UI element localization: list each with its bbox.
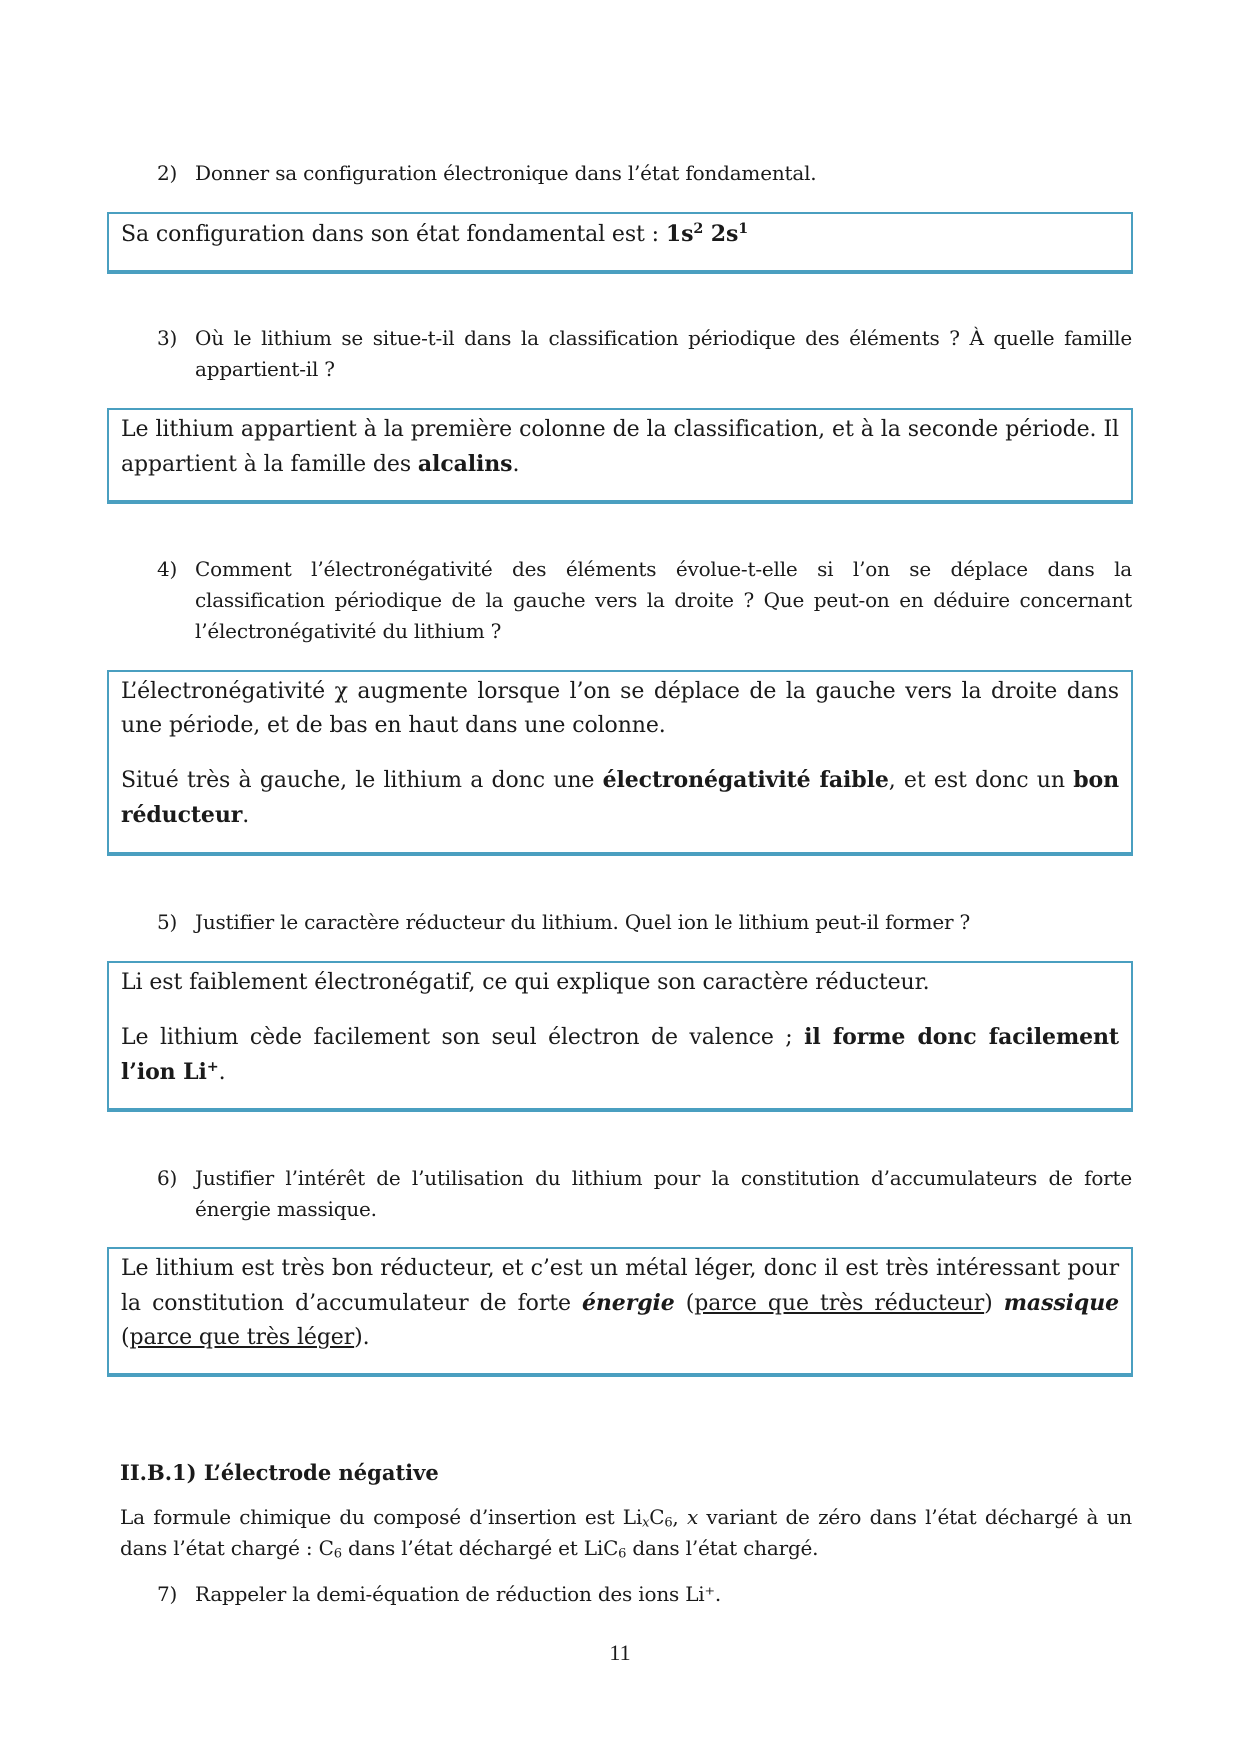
answer-emphasis-text: il forme donc facilement l’ion Li: [121, 1024, 1119, 1085]
subscript: x: [642, 1515, 650, 1531]
answer-box-2: [107, 212, 1133, 274]
answer-underlined: parce que très léger: [129, 1325, 355, 1350]
answer-box-4: [107, 670, 1133, 856]
section-paragraph: [120, 1502, 1132, 1564]
answer-emphasis: massique: [1003, 1290, 1119, 1316]
page-number: 11: [609, 1640, 631, 1665]
question-text: Où le lithium se situe-t-il dans la classification périodique des éléments ? À quelle famille appartient-il ?: [195, 326, 1132, 381]
question-3: [157, 323, 1132, 385]
answer-body: (: [121, 1325, 130, 1350]
answer-body: Le lithium appartient à la première colonne de la classification, et à la seconde période. Il appartient à la famille des: [121, 417, 1119, 477]
answer-body: ): [984, 1291, 1004, 1316]
section-title: II.B.1) L’électrode négative: [120, 1460, 439, 1485]
answer-emphasis: électronégativité faible: [602, 767, 889, 793]
answer-body: Le lithium est très bon réducteur, et c’est un métal léger, donc il est très intéressant pour la constitution d’accumulateur de forte: [121, 1256, 1119, 1316]
paragraph-text: La formule chimique du composé d’insertion est Li: [120, 1505, 643, 1529]
orbital-1s: 1s: [665, 221, 694, 247]
subscript: 6: [333, 1546, 342, 1562]
paragraph-text: C: [649, 1505, 665, 1529]
answer-paragraph-2: [121, 1020, 1119, 1090]
answer-emphasis: énergie: [582, 1290, 675, 1316]
variable: x: [686, 1505, 699, 1529]
answer-body: (: [674, 1291, 695, 1316]
answer-text: [121, 217, 1119, 252]
answer-emphasis: bon réducteur: [121, 767, 1119, 828]
answer-text: [121, 413, 1119, 482]
question-number: 7): [157, 1582, 178, 1606]
question-number: 3): [157, 326, 178, 350]
paragraph-text: variant de zéro dans l’état déchargé à un dans l’état chargé : C: [120, 1505, 1132, 1560]
question-text: Comment l’électronégativité des éléments évolue-t-elle si l’on se déplace dans la classification périodique de la gauche vers la droite ? Que peut-on en déduire concernant l’électronégativité du lithium ?: [195, 557, 1132, 643]
question-2: [157, 158, 1132, 189]
answer-end: ).: [354, 1325, 370, 1350]
question-7: [157, 1579, 1132, 1610]
answer-paragraph-1: Li est faiblement électronégatif, ce qui explique son caractère réducteur.: [121, 970, 930, 995]
subscript: 6: [664, 1515, 673, 1531]
answer-box-6: [107, 1247, 1133, 1377]
question-text: Justifier l’intérêt de l’utilisation du lithium pour la constitution d’accumulateurs de forte énergie massique.: [195, 1166, 1132, 1221]
answer-underlined: parce que très réducteur: [694, 1291, 985, 1316]
answer-box-5: [107, 961, 1133, 1112]
question-text: Rappeler la demi-équation de réduction des ions Li⁺.: [195, 1582, 722, 1606]
question-4: [157, 554, 1132, 647]
electron-configuration: [666, 221, 748, 247]
superscript: 1: [738, 221, 749, 238]
question-6: [157, 1163, 1132, 1225]
question-5: [157, 907, 1132, 938]
answer-paragraph-2: [121, 763, 1119, 833]
answer-text: [121, 1252, 1119, 1355]
superscript: 2: [693, 221, 704, 238]
paragraph-text: dans l’état déchargé et LiC: [341, 1536, 619, 1560]
superscript: +: [206, 1059, 219, 1076]
answer-box-3: [107, 408, 1133, 504]
orbital-2s: 2s: [710, 221, 739, 247]
answer-body: Le lithium cède facilement son seul électron de valence ;: [121, 1025, 805, 1050]
question-number: 4): [157, 557, 178, 581]
answer-end: .: [218, 1060, 226, 1085]
question-number: 2): [157, 161, 178, 185]
question-text: Justifier le caractère réducteur du lithium. Quel ion le lithium peut-il former ?: [195, 910, 970, 934]
answer-body: , et est donc un: [888, 768, 1074, 793]
answer-end: .: [512, 452, 520, 477]
answer-end: .: [242, 803, 250, 828]
question-text: Donner sa configuration électronique dans l’état fondamental.: [195, 161, 817, 185]
paragraph-text: ,: [672, 1505, 687, 1529]
answer-prefix: Sa configuration dans son état fondamental est :: [121, 222, 666, 247]
question-number: 6): [157, 1166, 178, 1190]
question-number: 5): [157, 910, 178, 934]
paragraph-text: dans l’état chargé.: [626, 1536, 819, 1560]
answer-emphasis: alcalins: [417, 451, 513, 477]
answer-paragraph-1: L’électronégativité χ augmente lorsque l’on se déplace de la gauche vers la droite dans une période, et de bas en haut dans une colonne.: [121, 679, 1119, 738]
answer-body: Situé très à gauche, le lithium a donc une: [121, 768, 603, 793]
subscript: 6: [618, 1546, 627, 1562]
